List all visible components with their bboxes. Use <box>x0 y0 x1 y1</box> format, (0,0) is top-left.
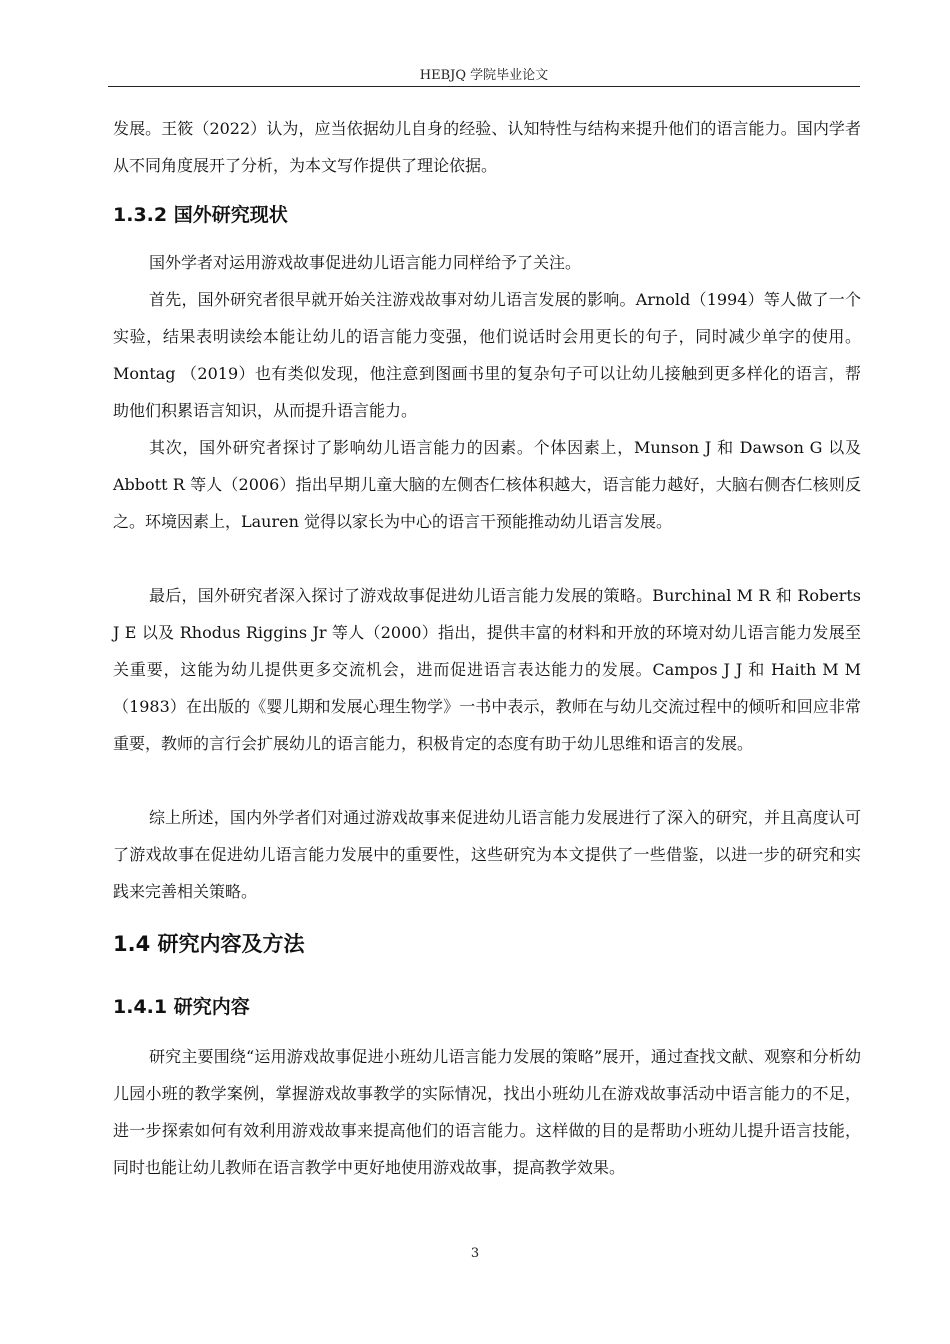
paragraph-second: 其次，国外研究者探讨了影响幼儿语言能力的因素。个体因素上，Munson J 和 Dawson G 以及 Abbott R 等人（2006）指出早期儿童大脑的左侧杏仁核体积越大，语言能力越好，大脑右侧杏仁核则反之。环境因素上，Lauren 觉得以家长为中心的语言干预能推动幼儿语言发展。 <box>113 438 861 531</box>
paragraph-research-content: 研究主要围绕“运用游戏故事促进小班幼儿语言能力发展的策略”展开，通过查找文献、观察和分析幼儿园小班的教学案例，掌握游戏故事教学的实际情况，找出小班幼儿在游戏故事活动中语言能力的不足，进一步探索如何有效利用游戏故事来提高他们的语言能力。这样做的目的是帮助小班幼儿提升语言技能，同时也能让幼儿教师在语言教学中更好地使用游戏故事，提高教学效果。 <box>113 1047 861 1177</box>
paragraph-last: 最后，国外研究者深入探讨了游戏故事促进幼儿语言能力发展的策略。Burchinal M R 和 Roberts J E 以及 Rhodus Riggins Jr 等人（2000）指出，提供丰富的材料和开放的环境对幼儿语言能力发展至关重要，这能为幼儿提供更多交流机会，进而促进语言表达能力的发展。Campos J J 和 Haith M M （1983）在出版的《婴儿期和发展心理生物学》一书中表示，教师在与幼儿交流过程中的倾听和回应非常重要，教师的言行会扩展幼儿的语言能力，积极肯定的态度有助于幼儿思维和语言的发展。 <box>113 586 861 753</box>
paragraph-continuation: 发展。王筱（2022）认为，应当依据幼儿自身的经验、认知特性与结构来提升他们的语言能力。国内学者从不同角度展开了分析，为本文写作提供了理论依据。 <box>113 119 861 175</box>
paragraph-foreign-intro: 国外学者对运用游戏故事促进幼儿语言能力同样给予了关注。 <box>149 253 582 272</box>
paragraph-summary: 综上所述，国内外学者们对通过游戏故事来促进幼儿语言能力发展进行了深入的研究，并且高度认可了游戏故事在促进幼儿语言能力发展中的重要性，这些研究为本文提供了一些借鉴，以进一步的研究和实践来完善相关策略。 <box>113 808 861 901</box>
section-heading-1-3-2: 1.3.2 国外研究现状 <box>113 204 288 226</box>
section-heading-1-4-1: 1.4.1 研究内容 <box>113 996 250 1018</box>
page-header: HEBJQ 学院毕业论文 <box>419 68 549 83</box>
section-heading-1-4: 1.4 研究内容及方法 <box>113 932 305 956</box>
page-number: 3 <box>470 1246 480 1261</box>
paragraph-first: 首先，国外研究者很早就开始关注游戏故事对幼儿语言发展的影响。Arnold（1994）等人做了一个实验，结果表明读绘本能让幼儿的语言能力变强，他们说话时会用更长的句子，同时减少单字的使用。Montag （2019）也有类似发现，他注意到图画书里的复杂句子可以让幼儿接触到更多样化的语言，帮助他们积累语言知识，从而提升语言能力。 <box>113 290 861 420</box>
header-divider <box>108 86 860 87</box>
